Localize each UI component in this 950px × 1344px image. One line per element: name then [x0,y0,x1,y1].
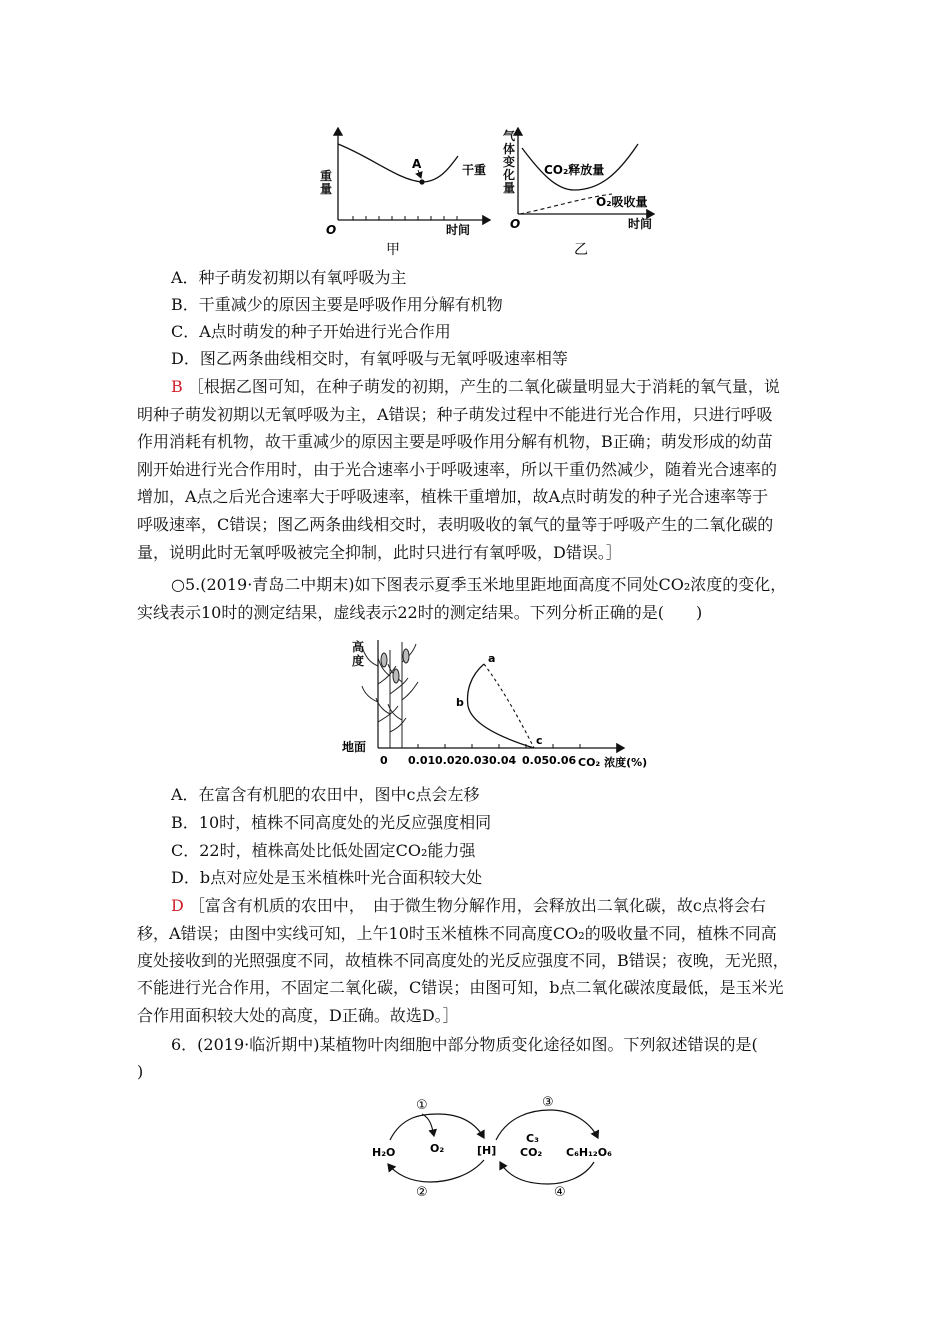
q4-explanation-line: 作用消耗有机物，故干重减少的原因主要是呼吸作用分解有机物，B正确；萌发形成的幼苗 [137,432,773,451]
q5-dashed-curve-22h [484,664,534,748]
node-circled-2: ② [416,1185,428,1200]
q5-tick-label: 0.06 [549,754,577,767]
jia-xlabel: 时间 [446,223,471,237]
q5-explanation-line: 不能进行光合作用，不固定二氧化碳，C错误；由图可知，b点二氧化碳浓度最低，是玉米光 [137,978,784,997]
q5-option-d: D．b点对应处是玉米植株叶光合面积较大处 [171,868,483,887]
q5-explanation-line: 度处接收到的光照强度不同，故植株不同高度处的光反应强度不同，B错误；夜晚，无光照， [137,951,789,970]
arrow-1-branch-o2 [422,1114,434,1136]
corn-plants-illustration [362,642,418,748]
q6-stem-line-1: 6．(2019·临沂期中)某植物叶肉细胞中部分物质变化途径如图。下列叙述错误的是( [171,1035,758,1054]
co2-label: CO₂释放量 [544,163,605,177]
yi-ylabel: 气体变化量 [503,129,516,195]
q4-option-c: C．A点时萌发的种子开始进行光合作用 [171,322,451,341]
q5-ground-label: 地面 [342,740,367,754]
q5-tick-label: 0.02 [435,754,463,767]
q4-explanation-first [171,377,780,397]
q5-xlabel: CO₂ 浓度(%) [578,756,648,769]
q6-pathway-diagram [362,1096,622,1206]
node-c3: C₃ [526,1132,539,1145]
jia-point-a: A [412,157,422,171]
o2-label: O₂吸收量 [596,195,648,209]
q4-answer-letter: B [171,377,183,396]
q4-option-a: A．种子萌发初期以有氧呼吸为主 [171,268,407,287]
figure-yi-chart [500,122,660,262]
q4-option-d: D．图乙两条曲线相交时，有氧呼吸与无氧呼吸速率相等 [171,349,568,368]
q4-explanation-line: 呼吸速率，C错误；图乙两条曲线相交时，表明吸收的氧气的量等于呼吸产生的二氧化碳的 [137,515,774,534]
q5-tick-label: 0.04 [489,754,517,767]
q5-solid-curve-10h [468,664,534,748]
dry-weight-curve [338,144,458,182]
q4-explanation-line: 量，说明此时无氧呼吸被完全抑制，此时只进行有氧呼吸，D错误。］ [137,543,622,562]
yi-origin: O [510,217,521,231]
node-h: [H] [477,1144,497,1157]
q5-explanation-text: ［富含有机质的农田中， 由于微生物分解作用，会释放出二氧化碳，故c点将会右 [188,896,766,915]
q5-stem-line-1: ○5.(2019·青岛二中期末)如下图表示夏季玉米地里距地面高度不同处CO₂浓度的变化， [171,575,787,594]
jia-origin: O [326,223,337,237]
jia-ylabel: 重量 [320,169,333,196]
q5-tick-label: 0 [380,754,388,767]
node-circled-1: ① [416,1098,428,1113]
q5-stem-line-2: 实线表示10时的测定结果，虚线表示22时的测定结果。下列分析正确的是( ) [137,603,703,622]
q5-ylabel: 高度 [352,640,365,668]
q5-option-c: C．22时，植株高处比低处固定CO₂能力强 [171,841,476,860]
q5-explanation-first [171,896,766,916]
q5-point-c: c [536,734,543,747]
q5-explanation-line: 合作用面积较大处的高度，D正确。故选D。］ [137,1006,459,1025]
q4-explanation-line: 增加，A点之后光合速率大于呼吸速率，植株干重增加，故A点时萌发的种子光合速率等于 [137,487,769,506]
q5-co2-height-figure [338,636,658,776]
q5-option-b: B．10时，植株不同高度处的光反应强度相同 [171,813,492,832]
q5-explanation-line: 移，A错误；由图中实线可知，上午10时玉米植株不同高度CO₂的吸收量不同，植株不同高 [137,924,777,943]
q4-option-b: B．干重减少的原因主要是呼吸作用分解有机物 [171,295,503,314]
arrow-2-h-to-h2o [388,1160,484,1182]
q4-explanation-line: 明种子萌发初期以无氧呼吸为主，A错误；种子萌发过程中不能进行光合作用，只进行呼吸 [137,405,773,424]
q5-tick-label: 0.01 [408,754,436,767]
yi-xlabel: 时间 [628,217,653,231]
arrow-4-glucose-to-h [500,1162,594,1184]
node-h2o: H₂O [372,1146,396,1159]
jia-caption: 甲 [386,242,400,258]
q5-point-b: b [456,696,464,709]
figure-jia-chart [318,122,498,262]
yi-caption: 乙 [574,242,588,258]
q4-explanation-line: 刚开始进行光合作用时，由于光合速率小于呼吸速率，所以干重仍然减少，随着光合速率的 [137,460,778,479]
arrow-3-h-to-glucose [496,1110,598,1140]
arrow-1-h2o-to-h [390,1114,484,1140]
q5-option-a: A．在富含有机肥的农田中，图中c点会左移 [171,785,480,804]
q5-point-a: a [488,652,496,665]
q5-tick-label: 0.03 [462,754,490,767]
point-a-marker [419,179,424,184]
node-circled-4: ④ [554,1185,566,1200]
node-glucose: C₆H₁₂O₆ [566,1146,612,1159]
jia-curve-label: 干重 [462,163,487,177]
node-o2: O₂ [430,1142,445,1155]
node-co2: CO₂ [520,1146,543,1159]
q5-tick-label: 0.05 [522,754,550,767]
q5-answer-letter: D [171,896,184,915]
node-circled-3: ③ [542,1096,554,1110]
q4-explanation-text: ［根据乙图可知，在种子萌发的初期，产生的二氧化碳量明显大于消耗的氧气量，说 [187,377,780,396]
q6-stem-line-2: ) [137,1062,144,1081]
